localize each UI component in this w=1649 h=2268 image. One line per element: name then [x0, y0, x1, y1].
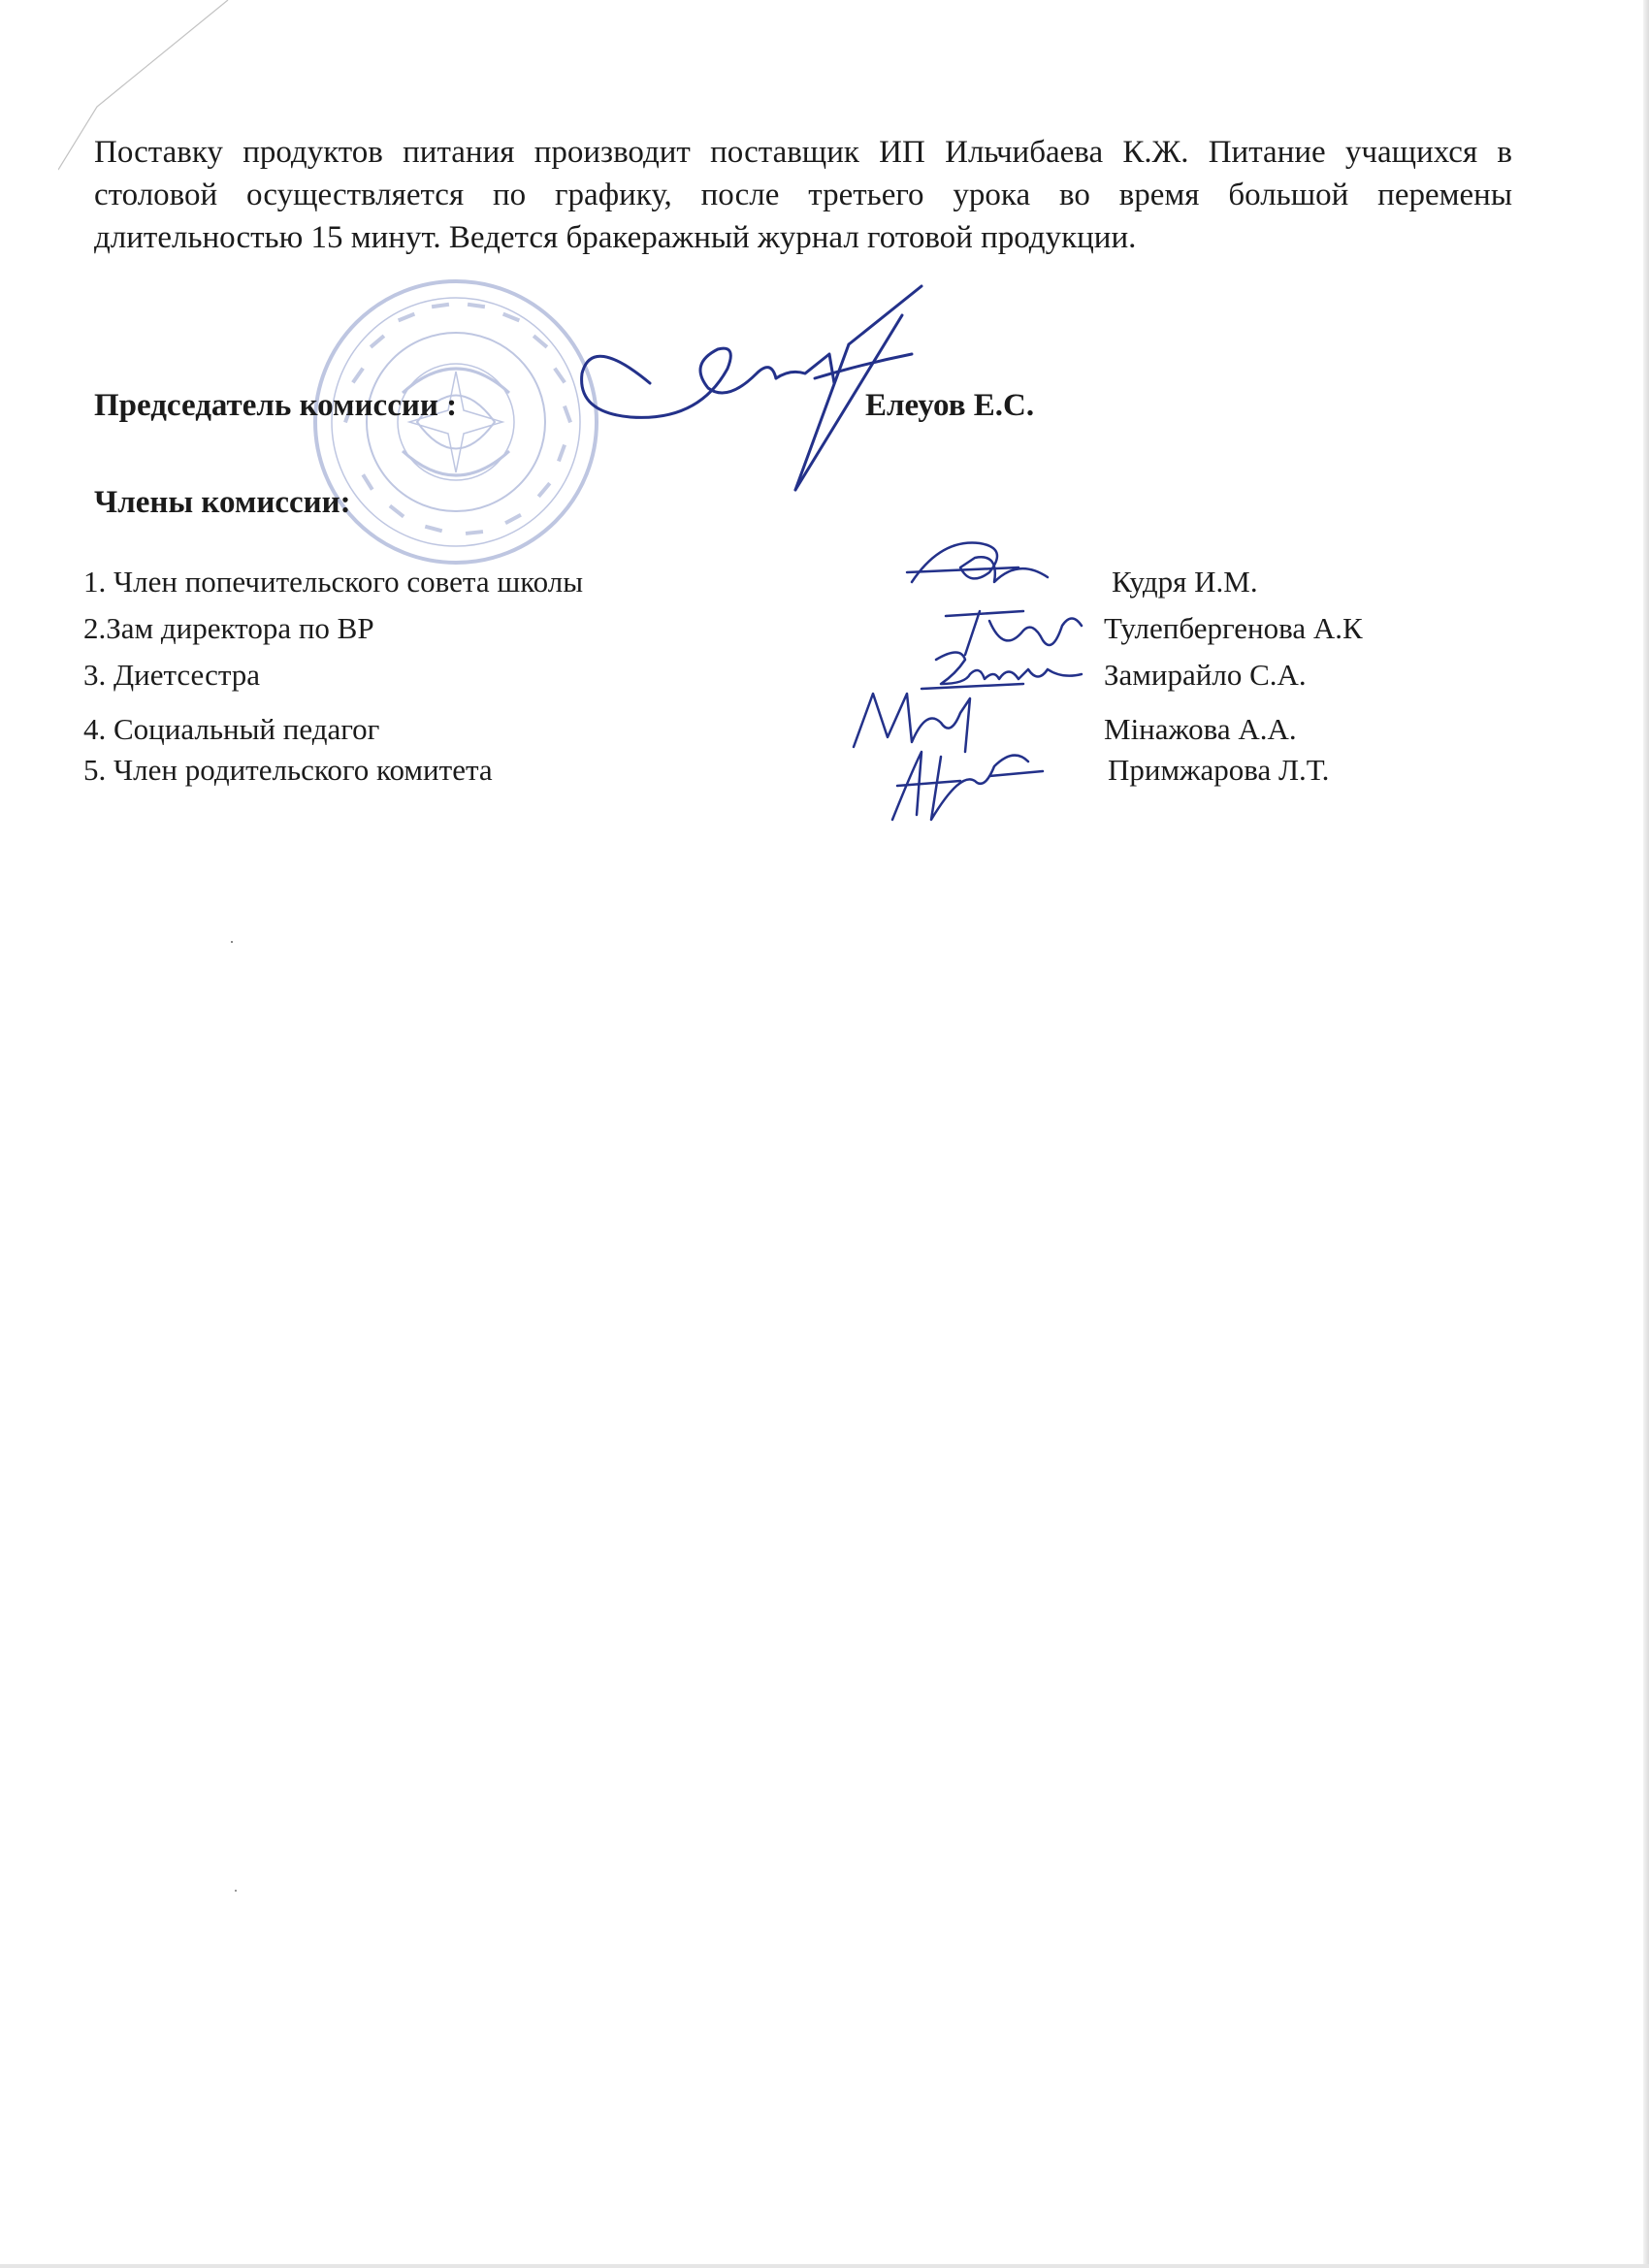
member-name: Кудря И.М.: [1112, 565, 1258, 599]
member-role: 5. Член родительского комитета: [83, 753, 493, 787]
member-name: Тулепбергенова А.К: [1104, 611, 1363, 645]
chair-label: Председатель комиссии :: [94, 388, 458, 423]
member-row: [83, 658, 1538, 697]
member-role: 1. Член попечительского совета школы: [83, 565, 584, 599]
scan-edge: [1643, 0, 1649, 2268]
member-name: Замирайло С.А.: [1104, 658, 1307, 692]
member-role: 4. Социальный педагог: [83, 712, 380, 746]
chair-signature: [572, 276, 931, 500]
member-row: [83, 712, 1538, 751]
scan-edge: [0, 2264, 1649, 2268]
chair-name: Елеуов Е.С.: [865, 388, 1035, 423]
body-paragraph: Поставку продуктов питания производит поставщик ИП Ильчибаева К.Ж. Питание учащихся в столовой осуществляется по графику, после третьего урока во время большой перемены длительностью 15 минут. Ведется бракеражный журнал готовой продукции.: [94, 135, 1512, 255]
member-signature: [873, 732, 1048, 829]
members-heading: Члены комиссии:: [94, 485, 351, 520]
margin-dot: [231, 941, 233, 943]
member-row: [83, 565, 1538, 603]
member-signature: [902, 529, 1067, 606]
member-role: 3. Диетсестра: [83, 658, 261, 692]
margin-dot: [235, 1890, 237, 1892]
member-row: [83, 611, 1538, 650]
member-name: Примжарова Л.Т.: [1108, 753, 1330, 787]
member-role: 2.Зам директора по ВР: [83, 611, 374, 645]
member-row: [83, 753, 1538, 792]
member-name: Мінажова А.А.: [1104, 712, 1297, 746]
